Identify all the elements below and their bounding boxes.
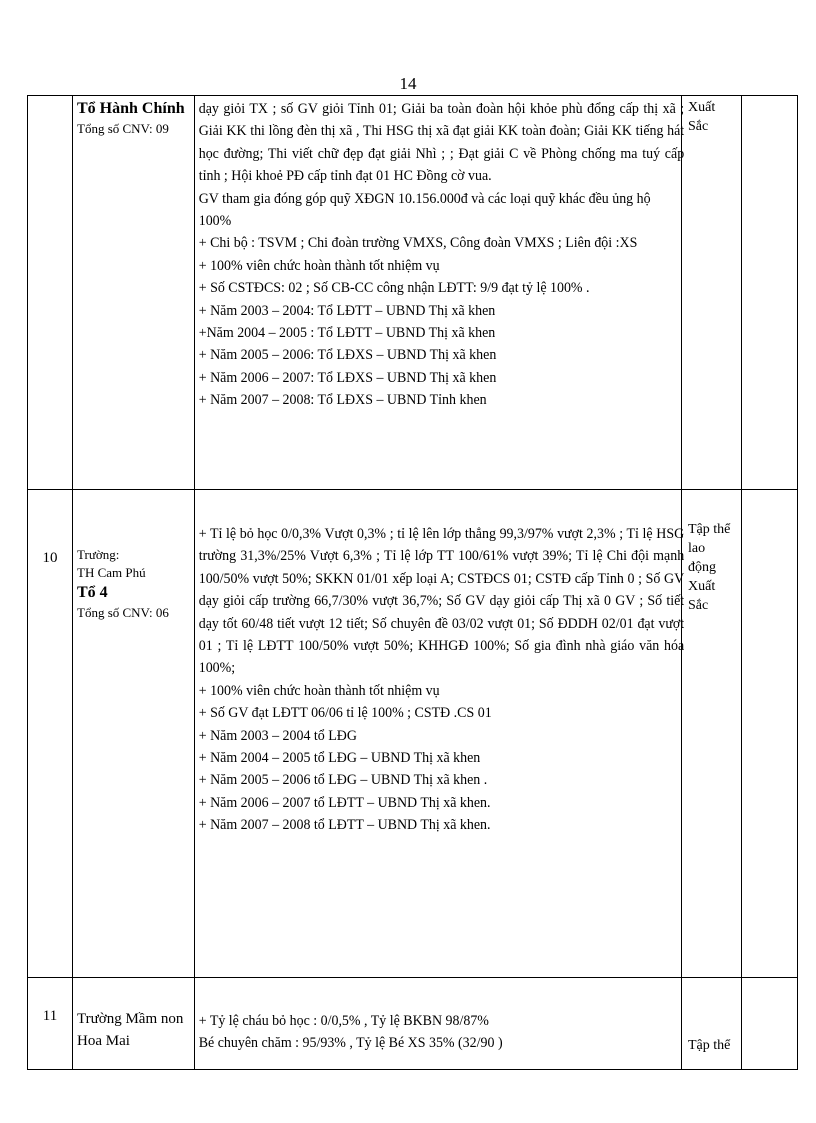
unit-line: TH Cam Phú <box>77 565 146 580</box>
achievement-line: + Năm 2005 – 2006: Tổ LĐXS – UBND Thị xã khen <box>198 347 497 364</box>
achievement-line: + 100% viên chức hoàn thành tốt nhiệm vụ <box>198 682 440 699</box>
notes-cell <box>742 96 798 490</box>
achievement-line: Bé chuyên chăm : 95/93% , Tỷ lệ Bé XS 35% (32/90 ) <box>198 1035 503 1052</box>
achievement-line: + Tỷ lệ cháu bỏ học : 0/0,5% , Tỷ lệ BKBN 98/87% <box>198 1013 489 1029</box>
staff-count: Tổng số CNV: 06 <box>77 605 169 620</box>
award-text: động <box>688 560 716 575</box>
achievement-line: dạy giỏi TX ; số GV giỏi Tỉnh 01; Giải ba toàn đoàn hội khỏe phù đổng cấp thị xã ; Giải KK thi lồng đèn thị xã , Thi HSG thị xã đạt giải KK toàn đoàn; Giải KK tiếng hát học đường; Thi viết chữ đẹp đạt giải Nhì ; ; Đạt giải C về Phòng chống ma tuý cấp tỉnh ; Hội khoẻ PĐ cấp tỉnh đạt 01 HC Đồng cờ vua. <box>198 101 685 185</box>
award-text: Tập thể <box>688 522 731 537</box>
achievement-line: + Năm 2006 – 2007 tổ LĐTT – UBND Thị xã khen. <box>198 794 491 811</box>
achievement-line: + Số GV đạt LĐTT 06/06 tỉ lệ 100% ; CSTĐ .CS 01 <box>198 705 492 722</box>
achievement-line: + Năm 2006 – 2007: Tổ LĐXS – UBND Thị xã khen <box>198 369 497 386</box>
unit-title: Tổ 4 <box>77 584 108 601</box>
achievement-line: + 100% viên chức hoàn thành tốt nhiệm vụ <box>198 257 440 274</box>
award-text: Sắc <box>688 119 709 134</box>
unit-cell <box>73 490 195 978</box>
achievement-line: + Số CSTĐCS: 02 ; Số CB-CC công nhận LĐTT: 9/9 đạt tỷ lệ 100% . <box>198 280 590 297</box>
notes-cell <box>742 490 798 978</box>
unit-line: Hoa Mai <box>77 1033 130 1049</box>
achievement-line: + Chi bộ : TSVM ; Chi đoàn trường VMXS, Công đoàn VMXS ; Liên đội :XS <box>198 235 638 252</box>
award-cell <box>682 490 742 978</box>
achievement-line: + Năm 2004 – 2005 tổ LĐG – UBND Thị xã khen <box>198 750 481 767</box>
table-row <box>28 978 798 1070</box>
award-cell <box>682 978 742 1070</box>
staff-count: Tổng số CNV: 09 <box>77 121 169 136</box>
achievements-cell <box>195 96 685 490</box>
achievements-cell <box>195 490 685 978</box>
award-text: Xuất <box>688 100 716 115</box>
achievement-line: + Năm 2003 – 2004: Tổ LĐTT – UBND Thị xã khen <box>198 302 496 319</box>
row-number-cell <box>28 96 73 490</box>
achievement-line: +Năm 2004 – 2005 : Tổ LĐTT – UBND Thị xã khen <box>198 325 496 342</box>
table-row <box>28 96 798 490</box>
notes-cell <box>742 978 798 1070</box>
achievement-line: + Năm 2007 – 2008 tổ LĐTT – UBND Thị xã khen. <box>198 817 491 834</box>
unit-title: Tổ Hành Chính <box>77 100 185 117</box>
unit-cell <box>73 978 195 1070</box>
achievement-line: GV tham gia đóng góp quỹ XĐGN 10.156.000đ và các loại quỹ khác đều ủng hộ 100% <box>198 190 651 230</box>
awards-table <box>27 95 798 1070</box>
achievement-line: + Năm 2005 – 2006 tổ LĐG – UBND Thị xã khen . <box>198 772 488 789</box>
achievement-line: + Năm 2007 – 2008: Tổ LĐXS – UBND Tỉnh khen <box>198 392 487 409</box>
row-number-cell: 11 <box>28 978 73 1070</box>
unit-cell <box>73 96 195 490</box>
award-text: lao <box>688 541 706 556</box>
unit-line: Trường: <box>77 547 120 562</box>
award-text: Tập thể <box>688 1038 731 1053</box>
award-text: Sắc <box>688 598 709 613</box>
award-cell <box>682 96 742 490</box>
table-row <box>28 490 798 978</box>
unit-line: Trường Mầm non <box>77 1011 184 1027</box>
row-number-cell: 10 <box>28 490 73 978</box>
award-text: Xuất <box>688 579 716 594</box>
page-number: 14 <box>399 74 417 93</box>
achievement-line: + Năm 2003 – 2004 tổ LĐG <box>198 727 357 744</box>
achievements-cell <box>195 978 682 1070</box>
achievement-line: + Tỉ lệ bỏ học 0/0,3% Vượt 0,3% ; tỉ lệ lên lớp thẳng 99,3/97% vượt 2,3% ; Tỉ lệ HSG trường 31,3%/25% Vượt 6,3% ; Tỉ lệ lớp TT 100/61% vượt 39%; Tỉ lệ Chi đội mạnh 100/50% vượt 50%; SKKN 01/01 xếp loại A; CSTĐCS 01; CSTĐ cấp Tỉnh 0 ; Số GV dạy giỏi cấp trường 66,7/30% vượt 36,7%; Số GV dạy giỏi cấp Thị xã 0 GV ; Số tiết dạy tốt 60/48 tiết vượt 12 tiết; Số chuyên đề 03/02 vượt 01; Số ĐDDH 02/01 đạt vượt 01 ; Tỉ lệ LĐTT 100/50% vượt 50%; KHHGĐ 100%; Số gia đình nhà giáo văn hóa 100%; <box>198 526 685 677</box>
